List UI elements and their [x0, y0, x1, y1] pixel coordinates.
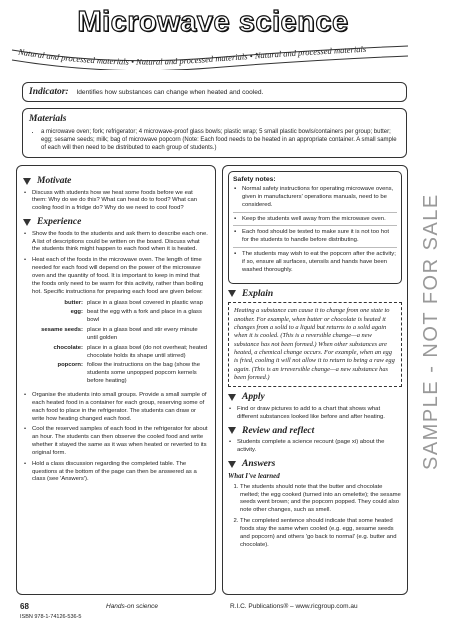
- ribbon-dot-2: •: [249, 50, 256, 61]
- indicator-box: [22, 82, 407, 102]
- safety-list: [233, 186, 397, 277]
- triangle-bullet-icon: [23, 219, 31, 226]
- list-item: • Organise the students into small groups. Provide a small sample of each heated food in a container for each group, reserving some of each food to place in the refrigerator. The students can draw or write how heating changed each food.: [23, 392, 209, 423]
- triangle-bullet-icon: [228, 427, 236, 434]
- right-column: [222, 165, 408, 595]
- experience-list-a: [23, 231, 209, 297]
- list-item: ▪ Each food should be tested to make sure it is not too hot for the students to handle before distributing.: [233, 229, 397, 248]
- review-heading-text: Review and reflect: [242, 425, 315, 436]
- indicator-text: Identifies how substances can change when heated and cooled.: [76, 89, 264, 96]
- motivate-heading-text: Motivate: [37, 176, 72, 186]
- ribbon-segment-1: Natural and processed materials: [17, 46, 130, 67]
- materials-heading: Materials: [29, 114, 67, 124]
- page-number: 68: [20, 602, 29, 611]
- recipe-instruction: place in a glass bowl and stir every minute until golden: [87, 327, 198, 341]
- answers-heading: [228, 458, 402, 471]
- list-item: 2. The completed sentence should indicate that some heated foods stay the same when cooled (e.g. egg, sesame seeds and popcorn) and others 'go back to normal' (e.g. butter and chocolate).: [240, 518, 402, 549]
- recipe-instruction: place in a glass bowl covered in plastic wrap: [87, 299, 203, 306]
- explain-text: Heating a substance can cause it to change from one state to another. For example, when butter or chocolate is heated it changes from a solid to a liquid but returns to a solid again when it is cooled. (This is a reversible change—a new substance has not been formed.) When other substances are heated, a chemical change occurs. For example, when an egg is fried, cooling it will not allow it to return to being a raw egg again. (This is an irreversible change—a new substance has been formed.): [228, 302, 402, 387]
- list-item: • Find or draw pictures to add to a chart that shows what different substances looked like before and after heating.: [228, 406, 402, 422]
- list-item: 1. The students should note that the butter and chocolate melted; the egg cooked (turned into an omelette); the sesame seeds went brown; and the popcorn popped. They could also note other changes, such as smell.: [240, 484, 402, 515]
- page-title: Microwave science: [77, 6, 349, 38]
- list-item: • Students complete a science recount (page xi) about the activity.: [228, 439, 402, 455]
- apply-heading: [228, 391, 402, 404]
- recipe-food: egg:: [70, 309, 83, 316]
- recipe-food: chocolate:: [53, 344, 83, 351]
- materials-box: [22, 108, 407, 158]
- recipe-food: butter:: [64, 299, 83, 306]
- isbn-text: ISBN 978-1-74126-536-5: [20, 614, 82, 620]
- ribbon-dot-1: •: [130, 56, 137, 67]
- topic-ribbon: [10, 40, 410, 70]
- motivate-list: [23, 190, 209, 214]
- ribbon-segment-3: Natural and processed materials: [254, 43, 367, 61]
- triangle-bullet-icon: [23, 178, 31, 185]
- list-item: ▪ Keep the students well away from the microwave oven.: [233, 216, 397, 227]
- answers-heading-text: Answers: [242, 458, 276, 469]
- triangle-bullet-icon: [228, 290, 236, 297]
- answers-list: [228, 484, 402, 550]
- motivate-heading: [23, 175, 209, 188]
- materials-text: • a microwave oven; fork; refrigerator; 4 microwave-proof glass bowls; plastic wrap; 5 small plastic bowls/containers per group; butter; egg; sesame seeds; milk; bag of microwave popcorn (Note: Each food needs to be heated in an appropriate container. A small sample of each will then need to be distributed to each group of students.): [41, 128, 400, 152]
- list-item: ▪ Normal safety instructions for operating microwave ovens, given in manufacturers' operations manuals, need to be considered.: [233, 186, 397, 213]
- experience-list-b: [23, 392, 209, 484]
- list-item: • Show the foods to the students and ask them to describe each one. A list of descriptions could be written on the board. Discuss what the students think might happen to each food when it is heated.: [23, 231, 209, 255]
- experience-heading: [23, 216, 209, 229]
- title-banner: [28, 6, 398, 39]
- left-column: [16, 165, 216, 595]
- publisher-text: R.I.C. Publications® – www.ricgroup.com.au: [230, 603, 358, 610]
- review-heading: [228, 425, 402, 438]
- recipe-food: popcorn:: [57, 362, 83, 369]
- recipe-instruction: place in a glass bowl (do not overheat; heated chocolate holds its shape until stirred): [87, 344, 208, 359]
- recipe-food: sesame seeds:: [41, 327, 83, 334]
- apply-list: [228, 406, 402, 422]
- list-item: • Discuss with students how we heat some foods before we eat them: Why do we do this? What can heat do to food? What can cooling food in a fridge do? Why do we need to cool food?: [23, 190, 209, 214]
- triangle-bullet-icon: [228, 461, 236, 468]
- review-list: [228, 439, 402, 455]
- recipe-table: [23, 300, 209, 388]
- ribbon-segment-2: Natural and processed materials: [136, 51, 248, 67]
- list-item: • Cool the reserved samples of each food in the refrigerator for about an hour. The students can then observe the cooled food and write whether it stayed the same as it was when heated or reverted to its original form.: [23, 426, 209, 457]
- safety-heading: Safety notes:: [233, 176, 276, 183]
- explain-heading: [228, 288, 402, 301]
- list-item: • Hold a class discussion regarding the completed table. The questions at the bottom of the page can then be answered as a class (see 'Answers').: [23, 461, 209, 485]
- apply-heading-text: Apply: [242, 392, 265, 403]
- recipe-instruction: follow the instructions on the bag (show the students some unpopped popcorn kernels before heating): [87, 362, 200, 385]
- sample-watermark: SAMPLE - NOT FOR SALE: [420, 193, 442, 470]
- answers-subheading: What I've learned: [228, 472, 280, 481]
- experience-heading-text: Experience: [37, 217, 82, 228]
- recipe-instruction: beat the egg with a fork and place in a glass bowl: [87, 309, 202, 324]
- safety-notes-box: [228, 171, 402, 284]
- ribbon-text: [17, 44, 367, 67]
- triangle-bullet-icon: [228, 394, 236, 401]
- list-item: ▪ The students may wish to eat the popcorn after the activity; if so, ensure all surfaces, utensils and hands have been washed thoroughly.: [233, 251, 397, 277]
- book-title: Hands-on science: [106, 603, 159, 610]
- indicator-label: Indicator:: [29, 87, 69, 97]
- list-item: • Heat each of the foods in the microwave oven. The length of time needed for each food will depend on the power of the microwave oven and the quantity of food. It is important to keep in mind that the foods only need to be warm for this activity, rather than boiling hot. Specific instructions for preparing each food are given below:: [23, 257, 209, 296]
- explain-heading-text: Explain: [242, 288, 274, 299]
